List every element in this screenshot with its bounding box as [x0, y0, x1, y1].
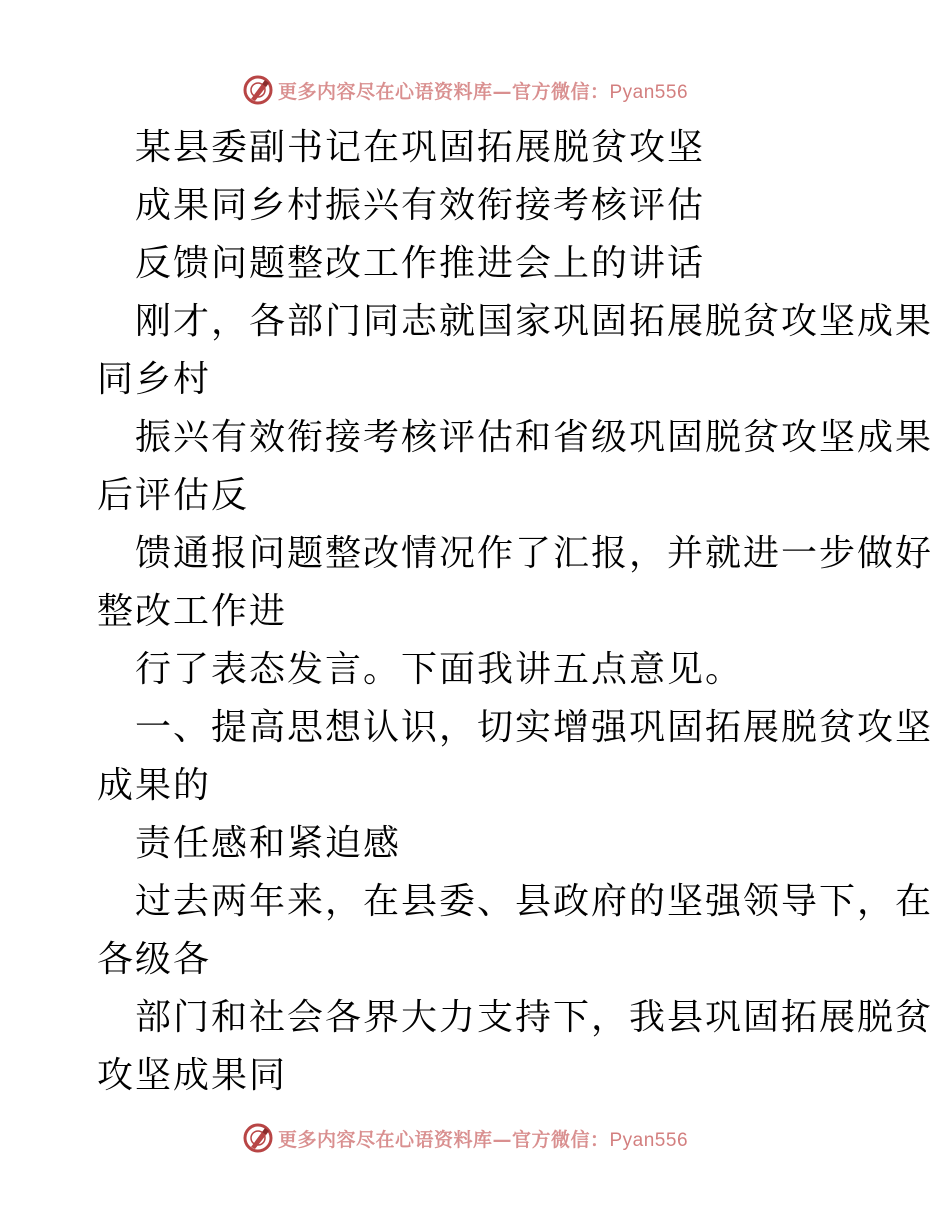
pen-logo-icon	[242, 74, 274, 106]
text-line: 后评估反	[97, 475, 250, 516]
document-body	[97, 119, 934, 1105]
pen-logo-icon	[242, 1122, 274, 1154]
header-watermark	[0, 72, 950, 108]
watermark-id: Pyan556	[609, 81, 689, 103]
text-line: 各级各	[97, 939, 212, 980]
footer-watermark	[0, 1120, 950, 1156]
text-line: 一、提高思想认识，切实增强巩固拓展脱贫攻坚	[135, 707, 934, 748]
watermark-text: 更多内容尽在心语资料库—官方微信：	[277, 1128, 610, 1151]
watermark-text: 更多内容尽在心语资料库—官方微信：	[277, 80, 610, 103]
text-line: 反馈问题整改工作推进会上的讲话	[135, 243, 706, 284]
text-line: 行了表态发言。下面我讲五点意见。	[135, 649, 744, 690]
text-line: 整改工作进	[97, 591, 288, 632]
text-line: 馈通报问题整改情况作了汇报，并就进一步做好	[135, 533, 934, 574]
text-line: 刚才，各部门同志就国家巩固拓展脱贫攻坚成果	[135, 301, 934, 342]
text-line: 部门和社会各界大力支持下，我县巩固拓展脱贫	[135, 997, 934, 1038]
watermark-id: Pyan556	[609, 1129, 689, 1151]
text-line: 攻坚成果同	[97, 1055, 288, 1096]
text-line: 责任感和紧迫感	[135, 823, 402, 864]
text-line: 过去两年来，在县委、县政府的坚强领导下，在	[135, 881, 934, 922]
text-line: 振兴有效衔接考核评估和省级巩固脱贫攻坚成果	[135, 417, 934, 458]
text-line: 成果的	[97, 765, 212, 806]
text-line: 成果同乡村振兴有效衔接考核评估	[135, 185, 706, 226]
text-line: 某县委副书记在巩固拓展脱贫攻坚	[135, 127, 706, 168]
text-line: 同乡村	[97, 359, 212, 400]
